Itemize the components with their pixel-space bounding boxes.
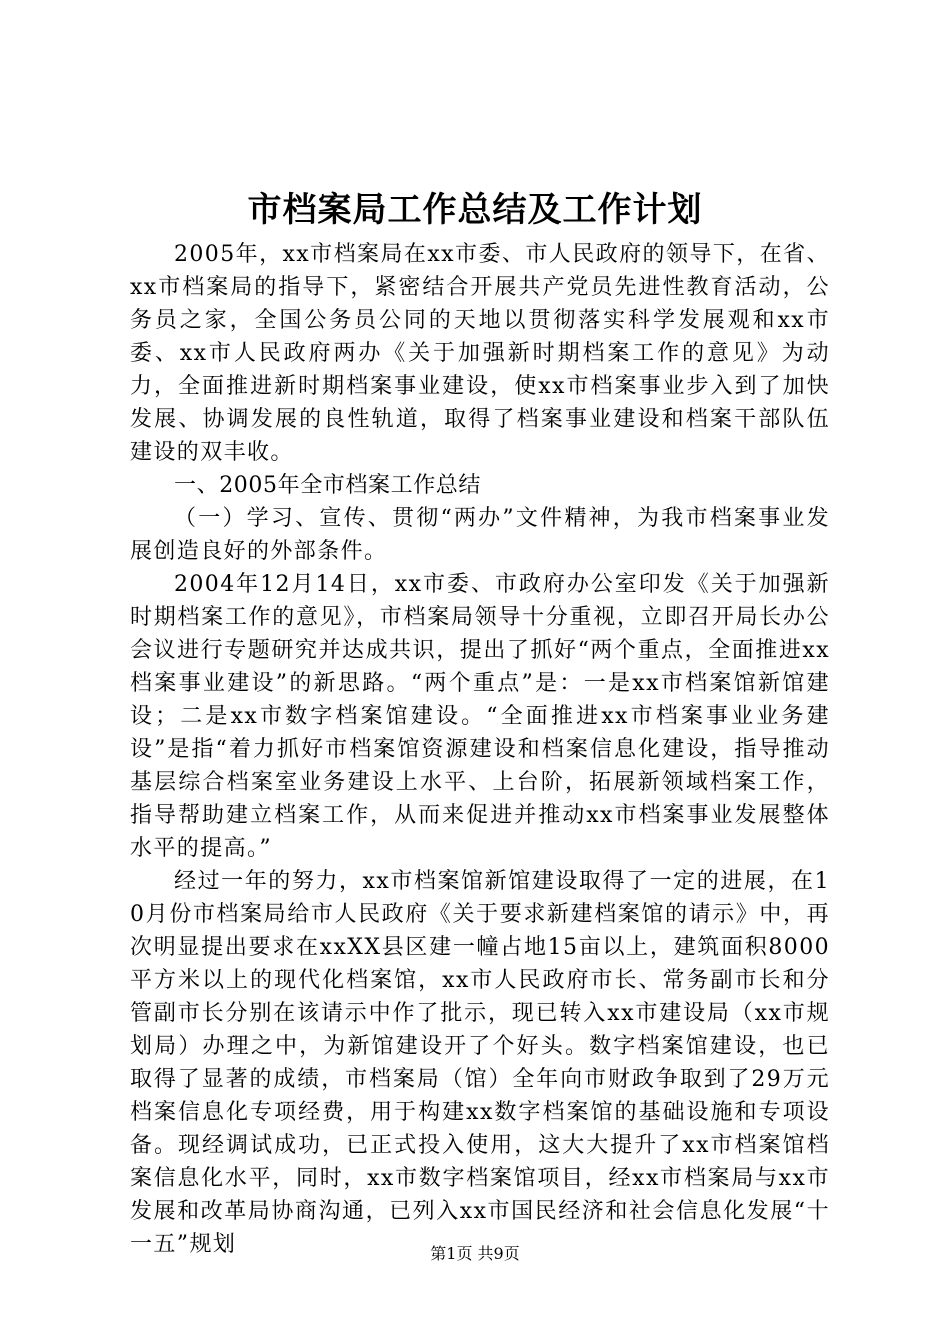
document-body: [130, 238, 830, 1261]
paragraph-2004: 2004年12月14日，xx市委、市政府办公室印发《关于加强新时期档案工作的意见》，市档案局领导十分重视，立即召开局长办公会议进行专题研究并达成共识，提出了抓好“两个重点，全面推进xx档案事业建设”的新思路。“两个重点”是：一是xx市档案馆新馆建设；二是xx市数字档案馆建设。“全面推进xx市档案事业业务建设”是指“着力抓好市档案馆资源建设和档案信息化建设，指导推动基层综合档案室业务建设上水平、上台阶，拓展新领域档案工作，指导帮助建立档案工作，从而来促进并推动xx市档案事业发展整体水平的提高。”: [130, 572, 830, 861]
subsection-heading: （一）学习、宣传、贯彻“两办”文件精神，为我市档案事业发展创造良好的外部条件。: [130, 506, 830, 564]
page-number: 第1页 共9页: [430, 1244, 520, 1263]
document-title: 市档案局工作总结及工作计划: [247, 190, 703, 230]
section-heading: 一、2005年全市档案工作总结: [174, 473, 481, 498]
paragraph-intro: 2005年，xx市档案局在xx市委、市人民政府的领导下，在省、xx市档案局的指导下，紧密结合开展共产党员先进性教育活动，公务员之家，全国公务员公同的天地以贯彻落实科学发展观和xx市委、xx市人民政府两办《关于加强新时期档案工作的意见》为动力，全面推进新时期档案事业建设，使xx市档案事业步入到了加快发展、协调发展的良性轨道，取得了档案事业建设和档案干部队伍建设的双丰收。: [130, 242, 830, 465]
paragraph-progress: 经过一年的努力，xx市档案馆新馆建设取得了一定的进展，在10月份市档案局给市人民政府《关于要求新建档案馆的请示》中，再次明显提出要求在xxXX县区建一幢占地15亩以上，建筑面积8000平方米以上的现代化档案馆，xx市人民政府市长、常务副市长和分管副市长分别在该请示中作了批示，现已转入xx市建设局（xx市规划局）办理之中，为新馆建设开了个好头。数字档案馆建设，也已取得了显著的成绩，市档案局（馆）全年向市财政争取到了29万元档案信息化专项经费，用于构建xx数字档案馆的基础设施和专项设备。现经调试成功，已正式投入使用，这大大提升了xx市档案馆档案信息化水平，同时，xx市数字档案馆项目，经xx市档案局与xx市发展和改革局协商沟通，已列入xx市国民经济和社会信息化发展“十一五”规划: [130, 869, 830, 1257]
